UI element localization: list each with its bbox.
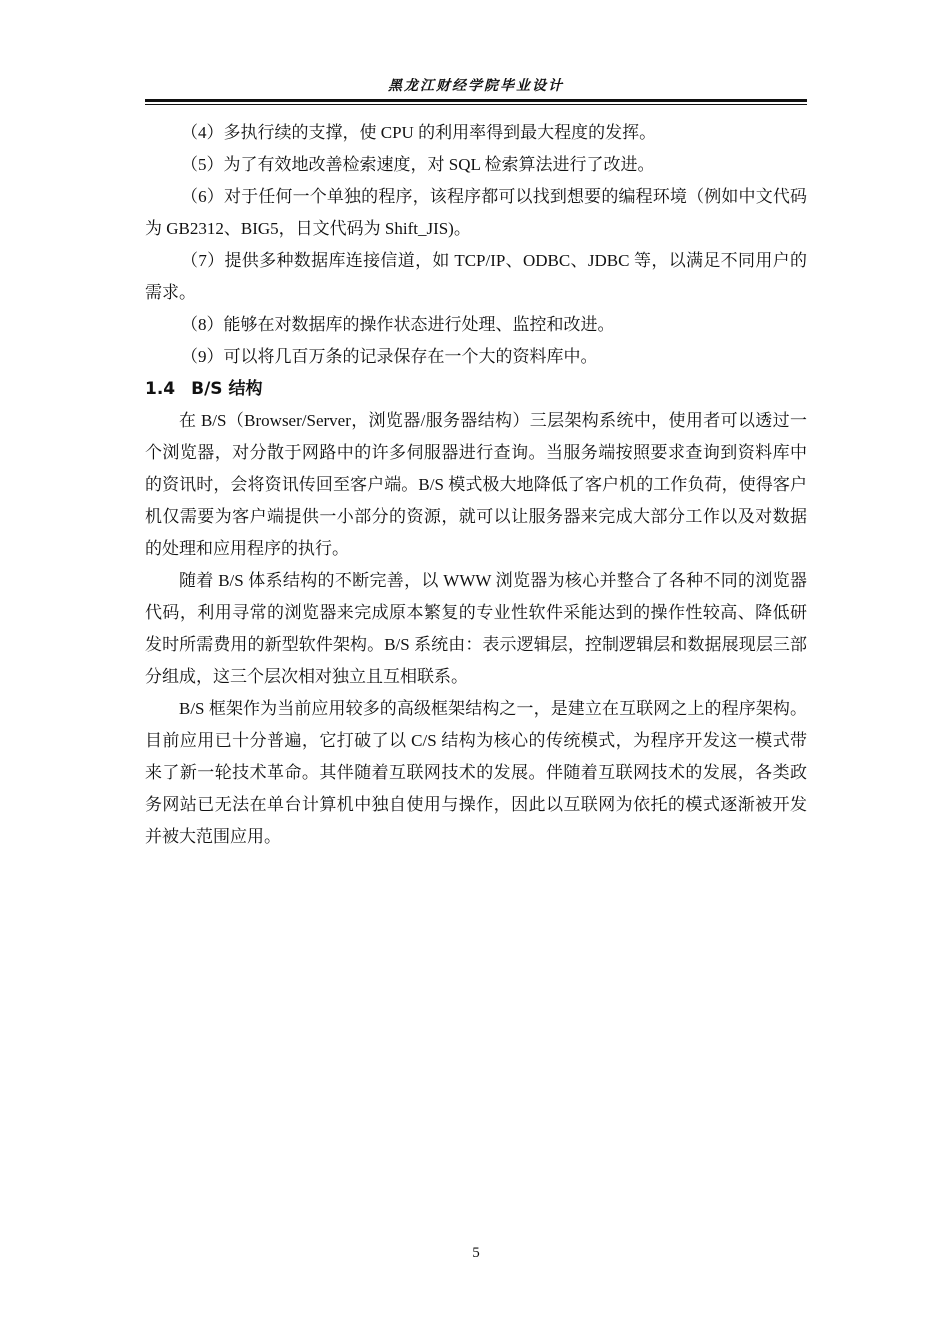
- list-item-6: （6）对于任何一个单独的程序，该程序都可以找到想要的编程环境（例如中文代码为 GB2312、BIG5，日文代码为 Shift_JIS)。: [145, 187, 807, 238]
- list-item-9: （9）可以将几百万条的记录保存在一个大的资料库中。: [181, 347, 598, 366]
- section-number: 1.4: [145, 379, 176, 399]
- paragraph-bs-framework: B/S 框架作为当前应用较多的高级框架结构之一，是建立在互联网之上的程序架构。目前应用已十分普遍，它打破了以 C/S 结构为核心的传统模式，为程序开发这一模式带来了新一轮技术革命。其伴随着互联网技术的发展。伴随着互联网技术的发展，各类政务网站已无法在单台计算机中独自使用与操作，因此以互联网为依托的模式逐渐被开发并被大范围应用。: [145, 699, 807, 846]
- list-item-4: （4）多执行续的支撑，使 CPU 的利用率得到最大程度的发挥。: [181, 123, 657, 142]
- page-body: [145, 117, 807, 853]
- header-rule-thick: [145, 99, 807, 102]
- list-item-7: （7）提供多种数据库连接信道，如 TCP/IP、ODBC、JDBC 等，以满足不同用户的需求。: [145, 251, 807, 302]
- section-title: B/S 结构: [191, 379, 263, 399]
- section-heading: [145, 373, 807, 405]
- page-header-title: 黑龙江财经学院毕业设计: [388, 78, 564, 94]
- list-item-5: （5）为了有效地改善检索速度，对 SQL 检索算法进行了改进。: [181, 155, 655, 174]
- header-rule-thin: [145, 104, 807, 105]
- list-item-8: （8）能够在对数据库的操作状态进行处理、监控和改进。: [181, 315, 615, 334]
- paragraph-bs-evolution: 随着 B/S 体系结构的不断完善，以 WWW 浏览器为核心并整合了各种不同的浏览器代码，利用寻常的浏览器来完成原本繁复的专业性软件采能达到的操作性较高、降低研发时所需费用的新型软件架构。B/S 系统由：表示逻辑层，控制逻辑层和数据展现层三部分组成，这三个层次相对独立且互相联系。: [145, 571, 807, 686]
- page-number: 5: [472, 1245, 480, 1261]
- paragraph-bs-intro: 在 B/S（Browser/Server，浏览器/服务器结构）三层架构系统中，使用者可以透过一个浏览器，对分散于网路中的许多伺服器进行查询。当服务端按照要求查询到资料库中的资讯时，会将资讯传回至客户端。B/S 模式极大地降低了客户机的工作负荷，使得客户机仅需要为客户端提供一小部分的资源，就可以让服务器来完成大部分工作以及对数据的处理和应用程序的执行。: [145, 411, 807, 558]
